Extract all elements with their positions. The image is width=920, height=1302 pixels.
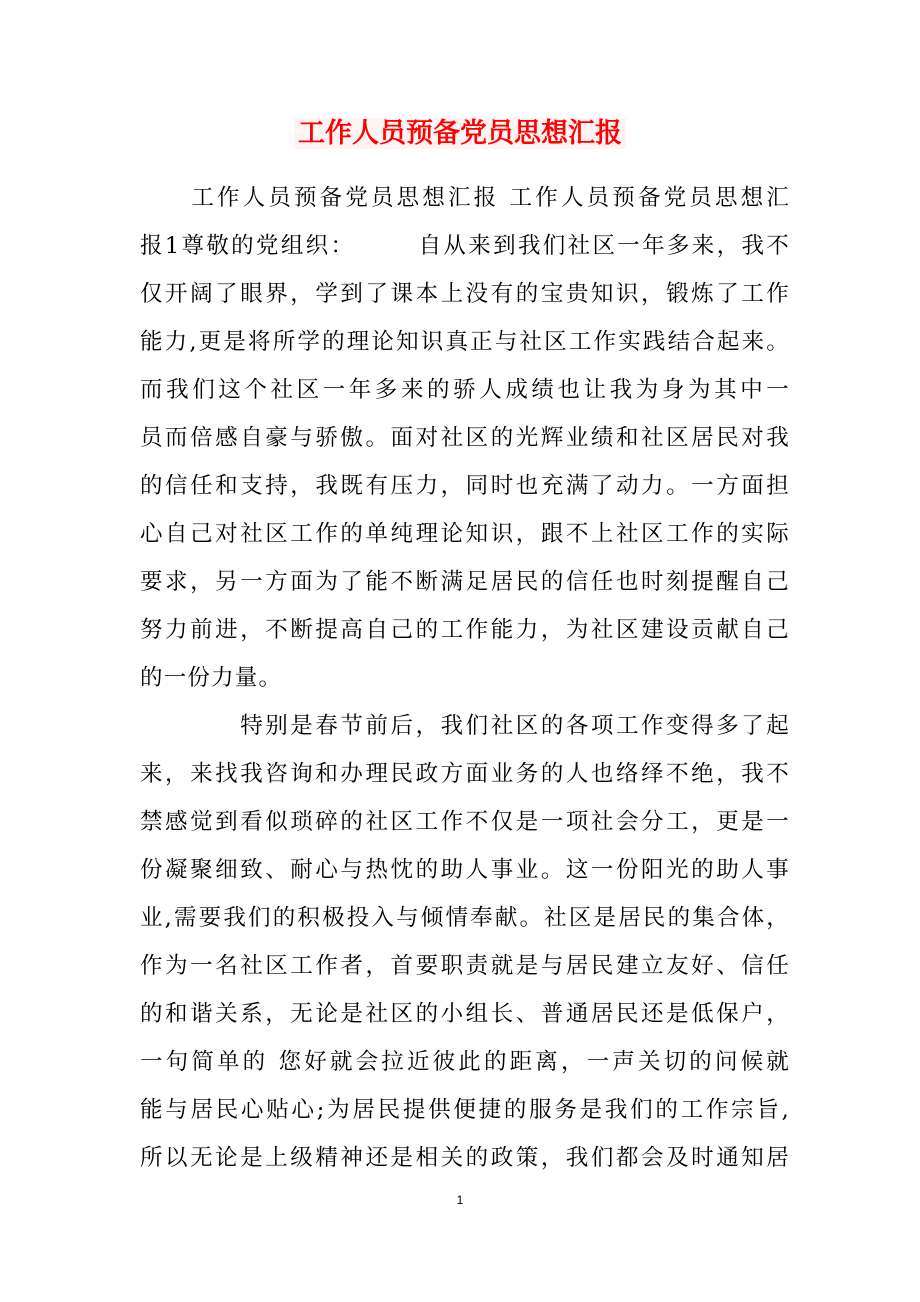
paragraph-2-line-7: 的和谐关系，无论是社区的小组长、普通居民还是低保户，	[140, 1001, 790, 1027]
paragraph-1-line-6: 员而倍感自豪与骄傲。面对社区的光辉业绩和社区居民对我	[140, 425, 790, 451]
paragraph-1-line-11: 的一份力量。	[140, 665, 283, 691]
paragraph-2-line-6: 作为一名社区工作者，首要职责就是与居民建立友好、信任	[140, 953, 790, 979]
paragraph-1-line-5: 而我们这个社区一年多来的骄人成绩也让我为身为其中一	[140, 377, 790, 403]
paragraph-2-line-5: 业,需要我们的积极投入与倾情奉献。社区是居民的集合体，	[140, 905, 790, 931]
paragraph-2-line-9: 能与居民心贴心;为居民提供便捷的服务是我们的工作宗旨,	[140, 1097, 790, 1123]
paragraph-1-line-10: 努力前进，不断提高自己的工作能力，为社区建设贡献自己	[140, 617, 790, 643]
paragraph-2-line-8: 一句简单的 您好就会拉近彼此的距离，一声关切的问候就	[140, 1049, 790, 1075]
document-title-text: 工作人员预备党员思想汇报	[294, 118, 626, 149]
paragraph-2-line-1: 特别是春节前后，我们社区的各项工作变得多了起	[140, 713, 790, 739]
paragraph-1-line-9: 要求，另一方面为了能不断满足居民的信任也时刻提醒自己	[140, 569, 790, 595]
page-number: 1	[456, 1193, 464, 1207]
paragraph-1-line-1: 工作人员预备党员思想汇报 工作人员预备党员思想汇	[140, 185, 790, 211]
paragraph-1-line-2: 报1尊敬的党组织： 自从来到我们社区一年多来，我不	[140, 233, 790, 259]
paragraph-1-line-3: 仅开阔了眼界，学到了课本上没有的宝贵知识，锻炼了工作	[140, 281, 790, 307]
paragraph-2-line-4: 份凝聚细致、耐心与热忱的助人事业。这一份阳光的助人事	[140, 857, 790, 883]
paragraph-2-line-3: 禁感觉到看似琐碎的社区工作不仅是一项社会分工，更是一	[140, 809, 790, 835]
document-title	[0, 112, 920, 156]
paragraph-1-line-8: 心自己对社区工作的单纯理论知识，跟不上社区工作的实际	[140, 521, 790, 547]
paragraph-2-line-10: 所以无论是上级精神还是相关的政策，我们都会及时通知居	[140, 1145, 790, 1171]
paragraph-1-line-4: 能力,更是将所学的理论知识真正与社区工作实践结合起来。	[140, 329, 790, 355]
paragraph-1-line-7: 的信任和支持，我既有压力，同时也充满了动力。一方面担	[140, 473, 790, 499]
paragraph-2-line-2: 来，来找我咨询和办理民政方面业务的人也络绎不绝，我不	[140, 761, 790, 787]
document-body	[140, 174, 790, 1182]
